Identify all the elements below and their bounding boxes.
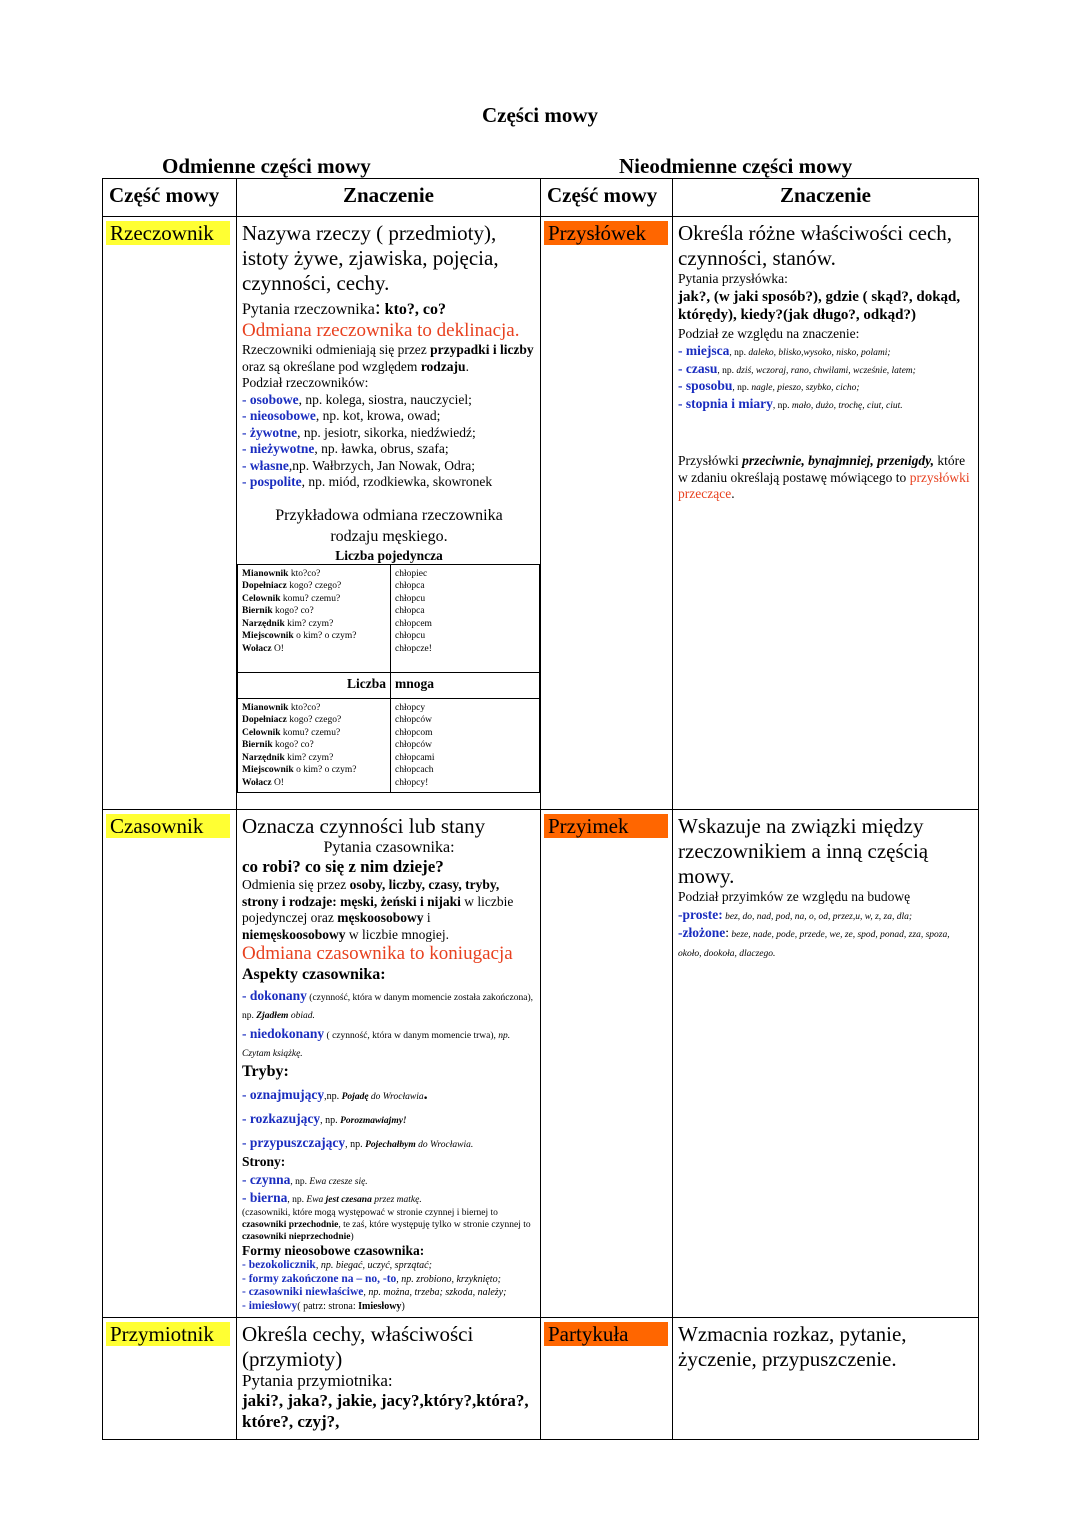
list-item-example: , np. jesiotr, sikorka, niedźwiedź; <box>297 424 476 440</box>
list-item-np: , np. <box>772 400 792 411</box>
meaning-cell-czasownik <box>237 810 541 1318</box>
case-row <box>242 643 386 656</box>
case-row <box>242 580 386 593</box>
przyslowek-questions: jak?, (w jaki sposób?), gdzie ( skąd?, dokąd, którędy), kiedy?(jak długo?, odkąd?) <box>678 288 961 323</box>
table-row <box>103 810 979 1318</box>
case-name: Dopełniacz <box>242 715 287 725</box>
form-row: chłopcami <box>395 752 435 763</box>
list-item-term: nieosobowe <box>249 408 316 423</box>
part-cell <box>541 217 673 810</box>
list-item-term: miejsca <box>685 343 730 358</box>
form-row: chłopcu <box>395 631 426 641</box>
part-cell <box>541 1318 673 1440</box>
list-item-term: sposobu <box>685 378 733 393</box>
header-meaning-right: Znaczenie <box>673 179 979 217</box>
case-name: Biernik <box>242 740 273 750</box>
tryb-rozkazujacy: - rozkazujący, np. Porozmawiajmy! <box>242 1111 407 1126</box>
case-question: komu? czemu? <box>280 727 341 738</box>
list-item-example: , np. kot, krowa, owad; <box>315 408 441 423</box>
rzeczownik-inflection-text: Rzeczowniki odmieniają się przez przypadki i liczby oraz są określane pod względem rodzaju. <box>242 342 534 374</box>
page-title: Części mowy <box>481 103 599 127</box>
list-item-dash: - <box>242 457 250 473</box>
list-item <box>242 425 536 442</box>
strony-note: (czasowniki, które mogą występować w stronie czynnej i biernej to czasowniki przechodnie, te zaś, które występuję tylko w stronie czynnej to czasowniki nieprzechodnie) <box>242 1207 531 1242</box>
rzeczownik-questions: Pytania rzeczownika: kto?, co? <box>242 295 446 319</box>
przyimek-definition: Wskazuje na związki między rzeczownikiem a inną częścią mowy. <box>678 814 929 888</box>
case-question: kogo? co? <box>272 740 314 750</box>
part-cell <box>541 810 673 1318</box>
case-name: Narzędnik <box>242 618 285 629</box>
list-item-np: , np. <box>729 348 749 358</box>
list-item-dash: - <box>242 474 250 489</box>
meaning-cell-partykula <box>673 1318 979 1440</box>
part-cell <box>103 217 237 810</box>
case-name: Dopełniacz <box>242 581 287 591</box>
rzeczownik-definition: Nazywa rzeczy ( przedmioty), istoty żywe, zjawiska, pojęcia, czynności, cechy. <box>242 221 499 295</box>
list-item <box>678 395 974 413</box>
case-question: kim? czym? <box>284 752 334 763</box>
czasownik-inflection-text: Odmienia się przez osoby, liczby, czasy, tryby, strony i rodzaje: męski, żeński i nijaki w liczbie pojedynczej oraz męskoosobowy i niemęskoosobowy w liczbie mnogiej. <box>242 877 514 942</box>
case-name: Mianownik <box>242 568 289 579</box>
forma-zakonczone: - formy zakończone na – no, -to, np. zrobiono, krzyknięto; <box>242 1272 501 1285</box>
singular-label: Liczba pojedyncza <box>335 547 443 563</box>
case-row <box>242 714 386 727</box>
case-question: kto?co? <box>288 568 321 579</box>
list-item-term: pospolite <box>249 474 302 489</box>
list-item-example: dziś, wczoraj, rano, chwilami, wcześnie, latem; <box>736 365 916 376</box>
meaning-cell-przymiotnik <box>237 1318 541 1440</box>
aspect-niedokonany: - niedokonany ( czynność, która w danym momencie trwa), np. Czytam książkę. <box>242 1026 511 1059</box>
list-item-term: czasu <box>685 360 718 376</box>
case-row <box>242 777 386 790</box>
case-name: Mianownik <box>242 702 289 713</box>
meaning-cell-przyimek <box>673 810 979 1318</box>
case-name: Narzędnik <box>242 752 285 763</box>
rzeczownik-declension: Odmiana rzeczownika to deklinacja. <box>242 320 520 341</box>
list-item <box>242 441 536 458</box>
case-question: o kim? o czym? <box>293 765 357 775</box>
list-item-term: własne <box>249 457 289 473</box>
list-item-dash: - <box>678 360 686 376</box>
list-item-dash: - <box>242 391 250 407</box>
example-title: Przykładowa odmiana rzeczownika rodzaju męskiego. <box>275 506 503 545</box>
list-item-example: , np. kolega, siostra, nauczyciel; <box>298 391 472 407</box>
case-name: Celownik <box>242 593 281 604</box>
right-section-heading: Nieodmienne części mowy <box>619 154 853 178</box>
list-item-dash: - <box>678 343 686 358</box>
list-item-dash: - <box>678 395 686 411</box>
case-row <box>242 630 386 643</box>
case-row <box>242 568 386 581</box>
parts-of-speech-table <box>102 178 979 1440</box>
case-row <box>242 605 386 618</box>
case-question: kogo? czego? <box>286 715 342 725</box>
przyslowek-division-label: Podział ze względu na znaczenie: <box>678 325 860 341</box>
case-names <box>238 564 391 672</box>
list-item-np: , np. <box>732 383 752 393</box>
list-item-example: mało, dużo, trochę, ciut, ciut. <box>791 400 903 411</box>
plural-forms <box>391 698 540 793</box>
list-item-example: ,np. Wałbrzych, Jan Nowak, Odra; <box>288 457 476 473</box>
list-item-dash: - <box>678 378 686 393</box>
czasownik-definition: Oznacza czynności lub stany <box>242 814 486 838</box>
meaning-cell-przyslowek <box>673 217 979 810</box>
singular-declension-table <box>237 564 540 794</box>
form-row: chłopca <box>395 606 425 616</box>
przyimek-zlozone: -złożone: beze, nade, pode, przede, we, ze, spod, ponad, zza, spoza, około, dookoła, dlaczego. <box>678 924 950 959</box>
przymiotnik-questions-label: Pytania przymiotnika: <box>242 1371 393 1390</box>
case-name: Wołacz <box>242 777 272 788</box>
formy-label: Formy nieosobowe czasownika: <box>242 1242 425 1258</box>
term-rzeczownik: Rzeczownik <box>106 221 230 245</box>
list-item-term: nieżywotne <box>249 441 315 456</box>
tryby-label: Tryby: <box>242 1063 289 1080</box>
przyslowek-note: Przysłówki przeciwnie, bynajmniej, przenigdy, które w zdaniu określają postawę mówiącego to przysłówki przeczące. <box>678 453 970 501</box>
case-row <box>242 593 386 606</box>
header-part-right: Część mowy <box>541 179 673 217</box>
list-item <box>242 392 536 409</box>
form-row: chłopcach <box>395 765 434 775</box>
strona-bierna: - bierna, np. Ewa jest czesana przez matkę. <box>242 1189 422 1205</box>
przyslowek-division-list <box>678 342 974 412</box>
aspect-dokonany: - dokonany (czynność, która w danym momencie została zakończona), np. Zjadłem obiad. <box>242 988 533 1021</box>
meaning-cell-rzeczownik <box>237 217 541 810</box>
form-row: chłopca <box>395 581 425 591</box>
case-name: Biernik <box>242 606 273 616</box>
list-item-np: , np. <box>717 365 737 376</box>
case-row <box>242 727 386 740</box>
przymiotnik-questions: jaki?, jaka?, jakie, jacy?,który?,która?, które?, czyj?, <box>242 1391 529 1431</box>
tryb-przypuszczajacy: - przypuszczający, np. Pojechałbym do Wrocławia. <box>242 1135 474 1150</box>
list-item-example: , np. miód, rzodkiewka, skowronek <box>301 474 493 489</box>
form-row: chłopcem <box>395 618 432 629</box>
singular-forms <box>391 564 540 672</box>
czasownik-conjugation: Odmiana czasownika to koniugacja <box>242 943 513 964</box>
list-item-dash: - <box>242 424 250 440</box>
form-row: chłopcy <box>395 702 426 713</box>
case-question: O! <box>271 643 284 654</box>
form-row: chłopców <box>395 740 432 750</box>
form-row: chłopcom <box>395 727 433 738</box>
forma-bezokolicznik: - bezokolicznik, np. biegać, uczyć, sprzątać; <box>242 1259 432 1271</box>
case-question: kogo? czego? <box>286 581 342 591</box>
list-item <box>678 342 974 360</box>
plural-label-right: mnoga <box>391 672 540 698</box>
aspekty-label: Aspekty czasownika: <box>242 966 386 983</box>
list-item <box>242 408 536 425</box>
case-question: kogo? co? <box>272 606 314 616</box>
form-row: chłopców <box>395 715 432 725</box>
strona-czynna: - czynna, np. Ewa czesze się. <box>242 1171 368 1187</box>
case-name: Miejscownik <box>242 765 294 775</box>
case-row <box>242 739 386 752</box>
list-item <box>242 458 536 475</box>
term-przyimek: Przyimek <box>544 814 668 838</box>
part-cell <box>103 1318 237 1440</box>
tryb-oznajmujacy: - oznajmujący,np. Pojadę do Wrocławia. <box>242 1086 428 1103</box>
left-section-heading: Odmienne części mowy <box>162 154 371 178</box>
list-item-term: stopnia i miary <box>685 395 773 411</box>
header-row <box>103 179 979 217</box>
header-part-left: Część mowy <box>103 179 237 217</box>
form-row: chłopcu <box>395 593 426 604</box>
forma-niewlasciwe: - czasowniki niewłaściwe, np. można, trzeba; szkoda, należy; <box>242 1286 507 1298</box>
case-row <box>242 618 386 631</box>
rzeczownik-division-list <box>242 392 536 491</box>
term-przymiotnik: Przymiotnik <box>106 1322 230 1346</box>
list-item-dash: - <box>242 408 250 423</box>
list-item-example: nagle, pieszo, szybko, cicho; <box>751 383 860 393</box>
plural-label-left: Liczba <box>238 672 391 698</box>
header-meaning-left: Znaczenie <box>237 179 541 217</box>
case-row <box>242 702 386 715</box>
case-row <box>242 764 386 777</box>
strony-label: Strony: <box>242 1154 286 1169</box>
list-item-term: żywotne <box>249 424 298 440</box>
przyimek-division-label: Podział przyimków ze względu na budowę <box>678 889 911 904</box>
form-row: chłopcy! <box>395 777 429 788</box>
list-item <box>678 377 974 395</box>
case-question: O! <box>271 777 284 788</box>
czasownik-questions: co robi? co się z nim dzieje? <box>242 857 444 876</box>
term-przyslowek: Przysłówek <box>544 221 668 245</box>
table-row <box>103 1318 979 1440</box>
case-names-plural <box>238 698 391 793</box>
case-question: kim? czym? <box>284 618 334 629</box>
case-name: Wołacz <box>242 643 272 654</box>
przyslowek-definition: Określa różne właściwości cech, czynności, stanów. <box>678 221 953 270</box>
list-item-dash: - <box>242 441 250 456</box>
forma-imieslowy: - imiesłowy( patrz: strona: Imiesłowy) <box>242 1299 405 1312</box>
case-question: komu? czemu? <box>280 593 341 604</box>
case-name: Miejscownik <box>242 631 294 641</box>
term-partykula: Partykuła <box>544 1322 668 1346</box>
przyimek-proste: -proste: bez, do, nad, pod, na, o, od, przez,u, w, z, za, dla; <box>678 906 913 922</box>
list-item <box>242 474 536 491</box>
case-question: kto?co? <box>288 702 321 713</box>
case-name: Celownik <box>242 727 281 738</box>
list-item-term: osobowe <box>249 391 299 407</box>
case-row <box>242 752 386 765</box>
list-item-example: daleko, blisko,wysoko, nisko, polami; <box>748 348 891 358</box>
case-question: o kim? o czym? <box>293 631 357 641</box>
form-row: chłopiec <box>395 568 428 579</box>
list-item <box>678 360 974 378</box>
term-czasownik: Czasownik <box>106 814 230 838</box>
form-row: chłopcze! <box>395 643 432 654</box>
przyslowek-questions-label: Pytania przysłówka: <box>678 271 788 286</box>
table-row <box>103 217 979 810</box>
list-item-example: , np. ławka, obrus, szafa; <box>314 441 449 456</box>
partykula-definition: Wzmacnia rozkaz, pytanie, życzenie, przypuszczenie. <box>678 1322 907 1371</box>
czasownik-questions-label: Pytania czasownika: <box>323 839 455 856</box>
przymiotnik-definition: Określa cechy, właściwości (przymioty) <box>242 1322 474 1371</box>
rzeczownik-division-label: Podział rzeczowników: <box>242 375 369 390</box>
part-cell <box>103 810 237 1318</box>
